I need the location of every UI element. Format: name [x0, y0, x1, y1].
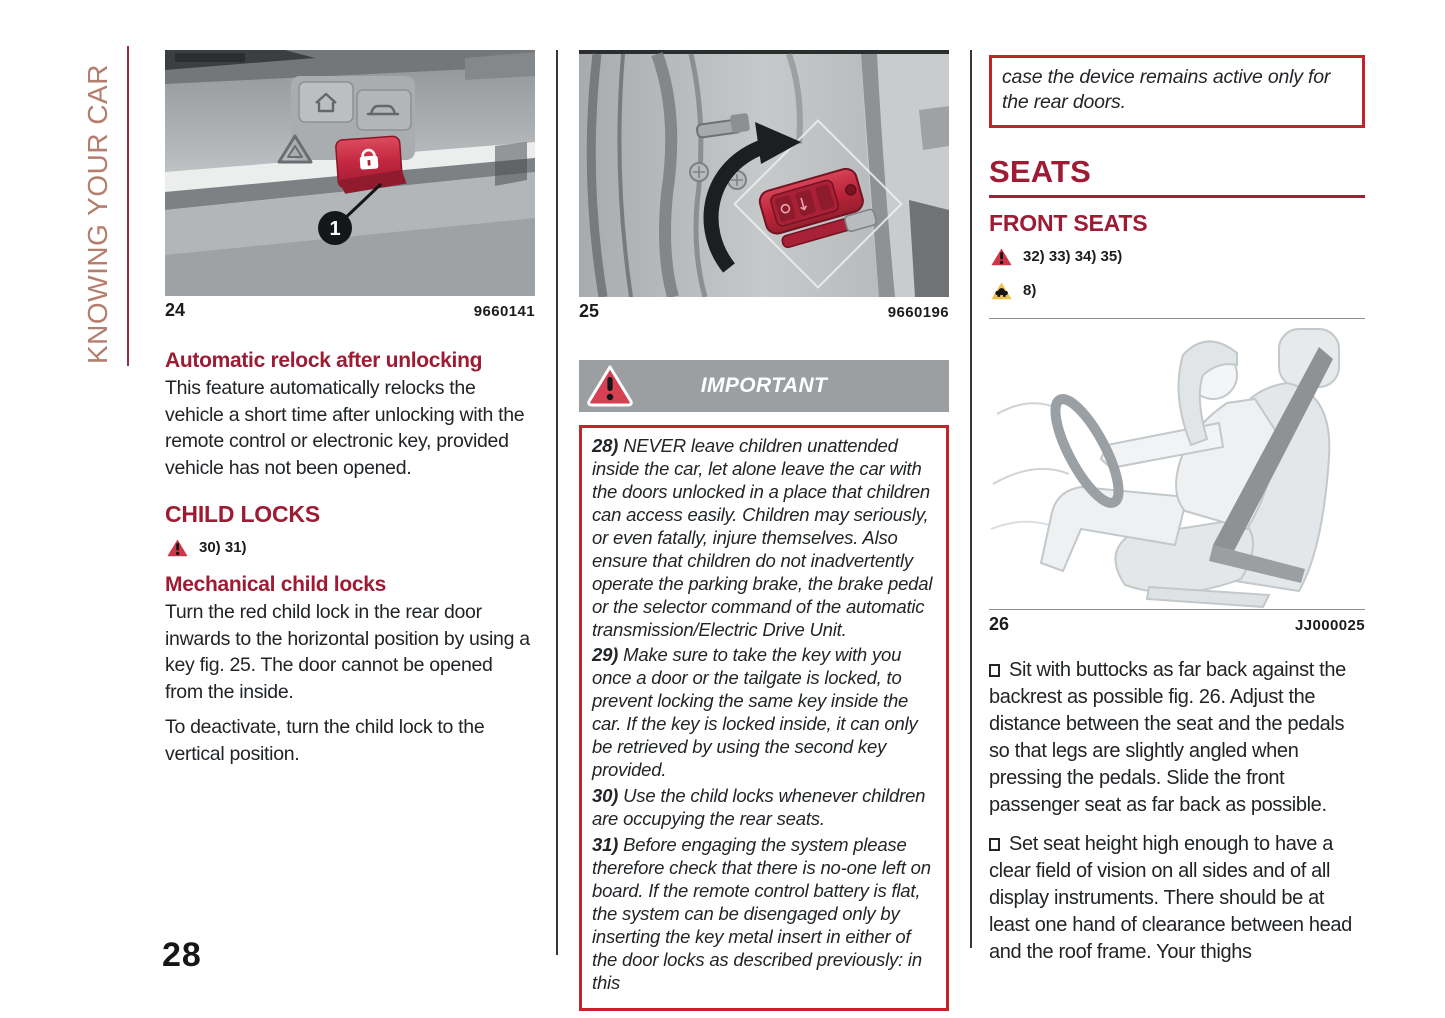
important-banner-label: IMPORTANT [700, 374, 828, 397]
warning-item-31: 31) Before engaging the system please therefore check that there is no-one left on board. If the remote control battery is flat, the system can be disengaged only by inserting the key metal insert in either of the door locks as described previously: in this [592, 833, 931, 993]
caution-ref-numbers: 8) [1023, 281, 1037, 299]
figure-26-bottom-rule [989, 609, 1365, 610]
column-2 [579, 50, 949, 1011]
figure-number: 26 [989, 613, 1010, 634]
sidebar-rule [127, 46, 129, 366]
column-3 [989, 55, 1365, 966]
square-bullet-icon [989, 664, 1000, 677]
heading-mechanical-child-locks: Mechanical child locks [165, 573, 386, 597]
heading-automatic-relock: Automatic relock after unlocking [165, 349, 483, 372]
warning-item-28: 28) NEVER leave children unattended inside the car, let alone leave the car with the doors unlocked in a place that children can access easily. Children may seriously, or even fatally, injure themselves. Also ensure that children do not inadvertently operate the parking brake, the brake pedal or the selector command of the automatic transmission/Electric Drive Unit. [592, 435, 933, 640]
bullet-seat-height: Set seat height high enough to have a clear field of vision on all sides and of all display instruments. There should be at least one hand of clearance between head and the roof frame. Your thighs [989, 832, 1352, 963]
column-divider-right [970, 50, 972, 948]
figure-code: JJ000025 [1295, 616, 1365, 634]
svg-text:1: 1 [329, 218, 341, 240]
warning-box [579, 425, 949, 1011]
warning-ref-numbers: 30) 31) [199, 539, 247, 557]
warning-item-29: 29) Make sure to take the key with you once a door or the tailgate is locked, to prevent locking the same key inside the car. If the key is locked inside, it can only be retrieved by using the second key provided. [592, 644, 918, 781]
figure-26-driving-position-illustration [989, 319, 1365, 609]
warning-refs-child-locks [165, 536, 535, 559]
paragraph-automatic-relock: This feature automatically relocks the vehicle a short time after unlocking with the remote control or electronic key, provided vehicle has not been opened. [165, 377, 525, 479]
figure-24-caption [165, 300, 535, 321]
figure-24-door-panel-illustration [165, 50, 535, 296]
figure-number: 25 [579, 301, 600, 321]
heading-seats: SEATS [989, 153, 1092, 189]
paragraph-mechanical-1: Turn the red child lock in the rear door inwards to the horizontal position by using a key fig. 25. The door cannot be opened from the inside. [165, 601, 530, 703]
figure-code: 9660196 [887, 304, 949, 321]
figure-25-caption [579, 301, 949, 322]
page-number: 28 [162, 936, 202, 974]
paragraph-mechanical-2: To deactivate, turn the child lock to the vertical position. [165, 716, 485, 765]
warning-triangle-icon [165, 536, 190, 559]
caution-refs-front-seats [989, 279, 1365, 302]
figure-26-caption [989, 614, 1365, 635]
figure-code: 9660141 [473, 303, 535, 320]
warning-item-30: 30) Use the child locks whenever children are occupying the rear seats. [592, 785, 926, 829]
warning-ref-numbers: 32) 33) 34) 35) [1023, 247, 1123, 265]
warning-triangle-icon [989, 245, 1014, 268]
caution-triangle-car-icon [989, 279, 1014, 302]
warning-refs-front-seats [989, 245, 1365, 268]
column-1 [165, 50, 535, 767]
unlock-all-button [299, 82, 353, 122]
heading-child-locks: CHILD LOCKS [165, 501, 320, 528]
callout-1-badge [318, 211, 352, 245]
heading-front-seats: FRONT SEATS [989, 209, 1148, 236]
warning-continuation-box: case the device remains active only for the rear doors. [989, 55, 1365, 128]
important-banner [579, 360, 949, 412]
seats-heading-rule [989, 195, 1365, 198]
figure-number: 24 [165, 300, 186, 320]
tailgate-button [357, 90, 411, 130]
column-divider-left [556, 50, 558, 955]
square-bullet-icon [989, 838, 1000, 851]
bullet-seat-position: Sit with buttocks as far back against the backrest as possible fig. 26. Adjust the distance between the seat and the pedals so that legs are slightly angled when pressing the pedals. Slide the front passenger seat as far back as possible. [989, 658, 1346, 816]
chapter-sidebar-label: KNOWING YOUR CAR [82, 64, 113, 364]
figure-25-door-lock-key-illustration [579, 50, 949, 297]
